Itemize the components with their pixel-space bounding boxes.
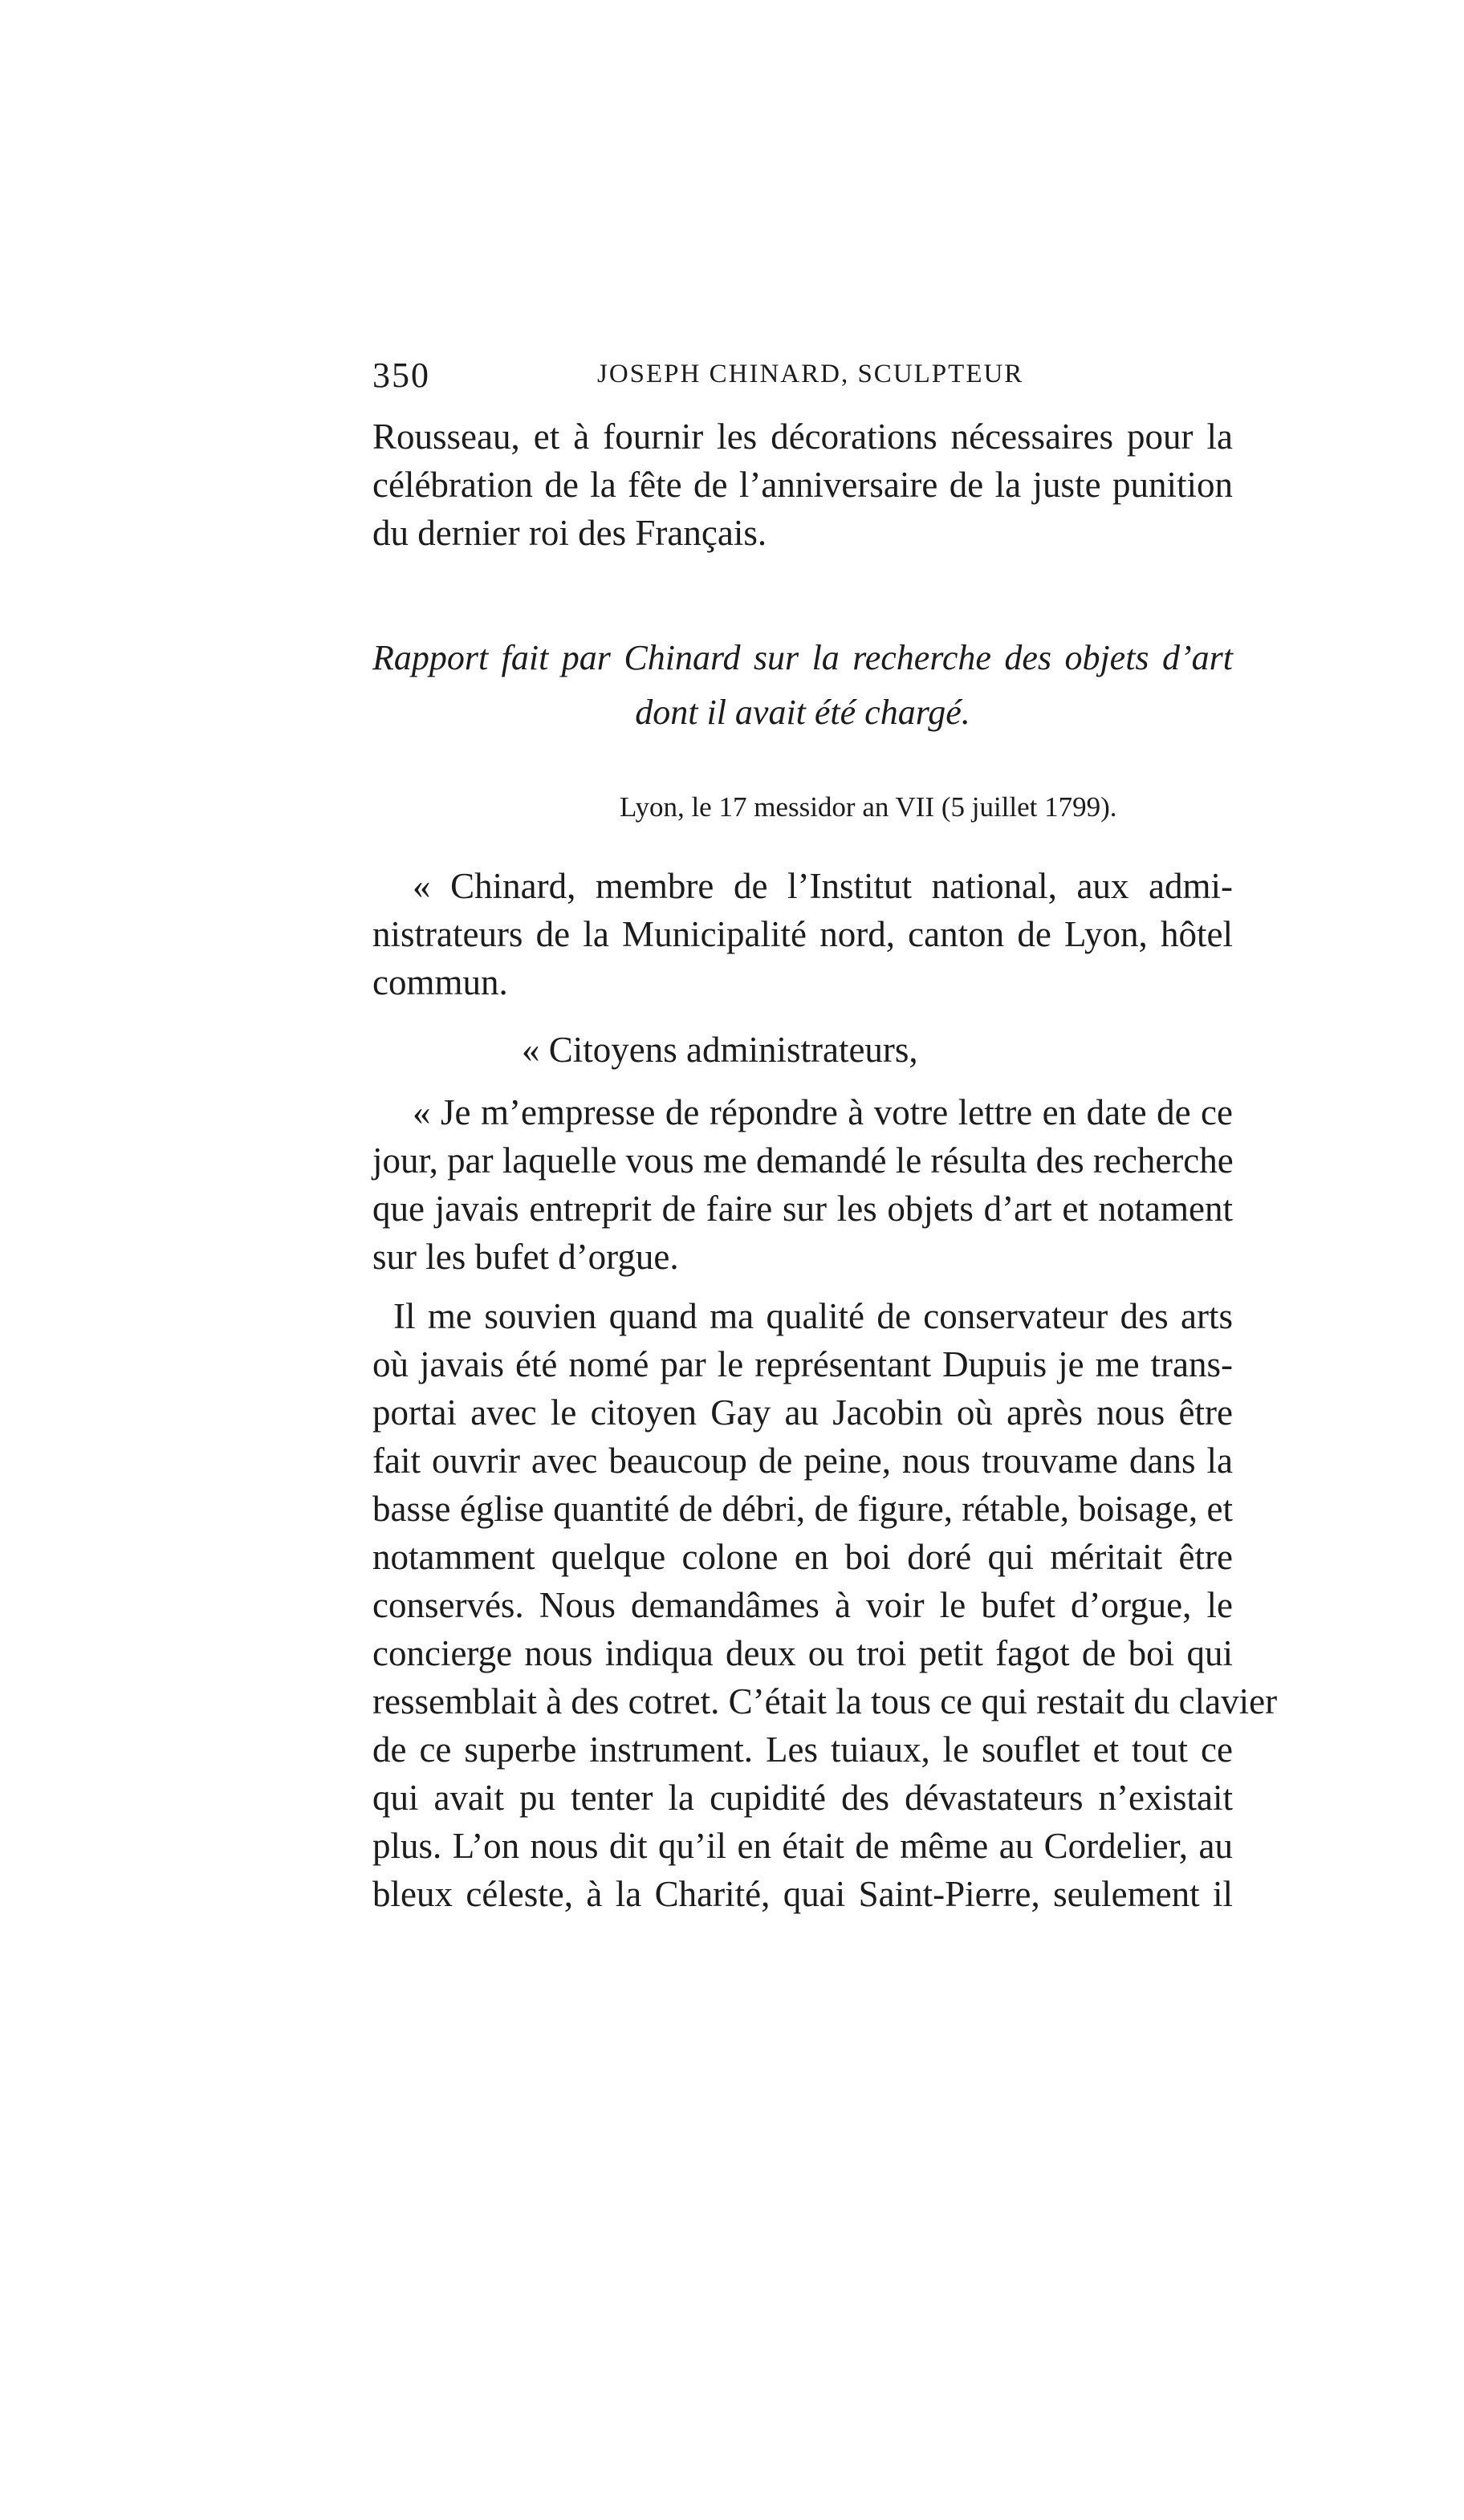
body-p2-line-3: portai avec le citoyen Gay au Jacobin où après nous être [372,1392,1233,1433]
body-p2-line-8: concierge nous indiqua deux ou troi petit fagot de boi qui [372,1633,1233,1673]
address-line-1: « Chinard, membre de l’Institut national, aux admi- [413,866,1233,906]
intro-line-1: Rousseau, et à fournir les décorations nécessaires pour la [372,417,1233,457]
report-title-line-1: Rapport fait par Chinard sur la recherche des objets d’art [372,638,1233,677]
body-p2-line-1: Il me souvien quand ma qualité de conservateur des arts [393,1296,1233,1336]
body-p1-line-1: « Je m’empresse de répondre à votre lettre en date de ce [413,1092,1233,1132]
intro-line-3: du dernier roi des Français. [372,513,767,553]
body-p2-line-11: qui avait pu tenter la cupidité des dévastateurs n’existait [372,1778,1233,1818]
body-p1-line-4: sur les bufet d’orgue. [372,1237,679,1277]
body-p2-line-13: bleux céleste, à la Charité, quai Saint-Pierre, seulement il [372,1874,1233,1914]
running-head: JOSEPH CHINARD, SCULPTEUR [597,360,1024,388]
body-p1-line-2: jour, par laquelle vous me demandé le résulta des recherche [372,1140,1234,1181]
body-p2-line-7: conservés. Nous demandâmes à voir le bufet d’orgue, le [372,1585,1233,1625]
body-p2-line-12: plus. L’on nous dit qu’il en était de même au Cordelier, au [372,1826,1233,1866]
address-line-3: commun. [372,962,508,1002]
body-p2-line-6: notamment quelque colone en boi doré qui méritait être [372,1537,1233,1577]
intro-line-2: célébration de la fête de l’anniversaire de la juste punition [372,465,1233,505]
page-header [372,355,1233,403]
body-p2-line-9: ressemblait à des cotret. C’était la tous ce qui restait du clavier [372,1681,1278,1721]
page-number: 350 [372,356,430,395]
body-p1-line-3: que javais entreprit de faire sur les objets d’art et notament [372,1189,1233,1229]
body-p2-line-4: fait ouvrir avec beaucoup de peine, nous trouvame dans la [372,1441,1233,1481]
body-p2-line-2: où javais été nomé par le représentant Dupuis je me trans- [372,1344,1233,1384]
body-p2-line-5: basse église quantité de débri, de figure, rétable, boisage, et [372,1489,1233,1529]
salutation: « Citoyens administrateurs, [522,1030,918,1070]
body-p2-line-10: de ce superbe instrument. Les tuiaux, le souflet et tout ce [372,1729,1233,1770]
report-title-line-2: dont il avait été chargé. [635,693,970,732]
dateline: Lyon, le 17 messidor an VII (5 juillet 1799). [620,791,1117,823]
address-line-2: nistrateurs de la Municipalité nord, canton de Lyon, hôtel [372,914,1233,954]
